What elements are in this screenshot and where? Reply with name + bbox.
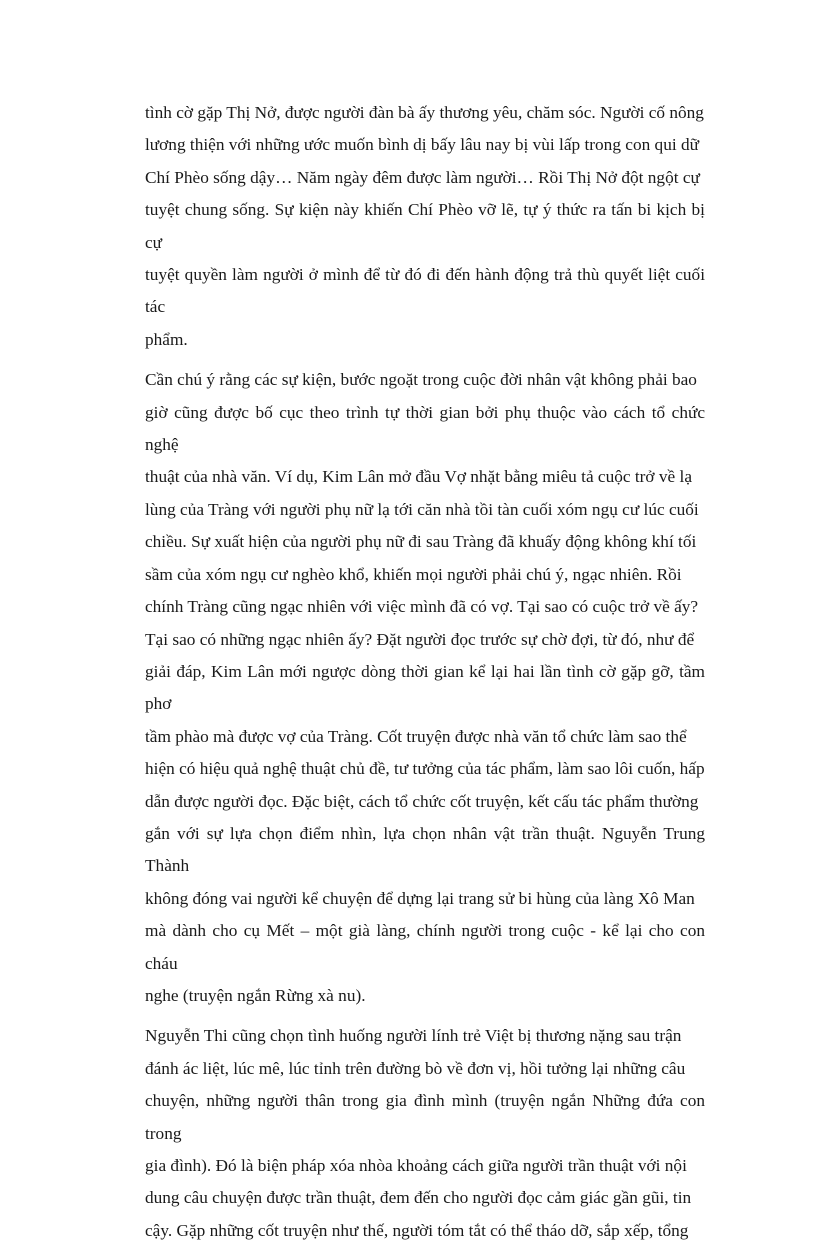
text-line: chiều. Sự xuất hiện của người phụ nữ đi sau Tràng đã khuấy động không khí tối (145, 532, 697, 552)
text-line: lùng của Tràng với người phụ nữ lạ tới căn nhà tồi tàn cuối xóm ngụ cư lúc cuối (145, 499, 699, 519)
text-line: giải đáp, Kim Lân mới ngược dòng thời gian kể lại hai lần tình cờ gặp gỡ, tầm phơ (145, 661, 705, 714)
text-line: lương thiện với những ước muốn bình dị bấy lâu nay bị vùi lấp trong con qui dữ (145, 135, 699, 155)
text-line: cậy. Gặp những cốt truyện như thế, người tóm tắt có thể tháo dỡ, sắp xếp, tổng (145, 1220, 689, 1240)
text-line: tình cờ gặp Thị Nở, được người đàn bà ấy thương yêu, chăm sóc. Người cố nông (145, 103, 704, 122)
text-line: đánh ác liệt, lúc mê, lúc tỉnh trên đường bò về đơn vị, hồi tưởng lại những câu (145, 1058, 686, 1078)
text-line: tầm phào mà được vợ của Tràng. Cốt truyện được nhà văn tổ chức làm sao thể (145, 726, 687, 746)
text-line: Nguyễn Thi cũng chọn tình huống người lính trẻ Việt bị thương nặng sau trận (145, 1026, 682, 1046)
text-line: hiện có hiệu quả nghệ thuật chủ đề, tư tưởng của tác phẩm, làm sao lôi cuốn, hấp (145, 759, 705, 779)
text-line: mà dành cho cụ Mết – một già làng, chính người trong cuộc - kể lại cho con cháu (145, 921, 705, 973)
text-line: Cần chú ý rằng các sự kiện, bước ngoặt trong cuộc đời nhân vật không phải bao (145, 370, 697, 390)
text-line: không đóng vai người kể chuyện để dựng lại trang sử bi hùng của làng Xô Man (145, 888, 695, 908)
text-line: Chí Phèo sống dậy… Năm ngày đêm được làm người… Rồi Thị Nở đột ngột cự (145, 167, 700, 187)
text-line: gia đình). Đó là biện pháp xóa nhòa khoảng cách giữa người trần thuật với nội (145, 1156, 687, 1175)
text-line: tuyệt chung sống. Sự kiện này khiến Chí Phèo vỡ lẽ, tự ý thức ra tấn bi kịch bị cự (145, 200, 705, 252)
text-line: nghe (truyện ngắn Rừng xà nu). (145, 985, 366, 1005)
text-line: dẫn được người đọc. Đặc biệt, cách tổ chức cốt truyện, kết cấu tác phẩm thường (145, 791, 699, 811)
paragraph (145, 97, 705, 356)
text-line: giờ cũng được bố cục theo trình tự thời gian bởi phụ thuộc vào cách tổ chức nghệ (145, 402, 705, 455)
text-line: thuật của nhà văn. Ví dụ, Kim Lân mở đầu Vợ nhặt bằng miêu tả cuộc trở về lạ (145, 467, 692, 487)
text-line: sầm của xóm ngụ cư nghèo khổ, khiến mọi người phải chú ý, ngạc nhiên. Rồi (145, 564, 682, 584)
body-text (145, 97, 705, 1255)
text-line: phẩm. (145, 329, 188, 349)
paragraph (145, 1020, 705, 1247)
text-line: chuyện, những người thân trong gia đình mình (truyện ngắn Những đứa con trong (145, 1091, 705, 1143)
text-line: chính Tràng cũng ngạc nhiên với việc mình đã có vợ. Tại sao có cuộc trở về ấy? (145, 597, 699, 617)
paragraph (145, 364, 705, 1012)
text-line: tuyệt quyền làm người ở mình để từ đó đi đến hành động trả thù quyết liệt cuối tác (145, 265, 705, 317)
text-line: dung câu chuyện được trần thuật, đem đến cho người đọc cảm giác gần gũi, tin (145, 1188, 692, 1208)
text-line: gắn với sự lựa chọn điểm nhìn, lựa chọn nhân vật trần thuật. Nguyễn Trung Thành (145, 823, 705, 876)
text-line: Tại sao có những ngạc nhiên ấy? Đặt người đọc trước sự chờ đợi, từ đó, như để (145, 629, 695, 649)
